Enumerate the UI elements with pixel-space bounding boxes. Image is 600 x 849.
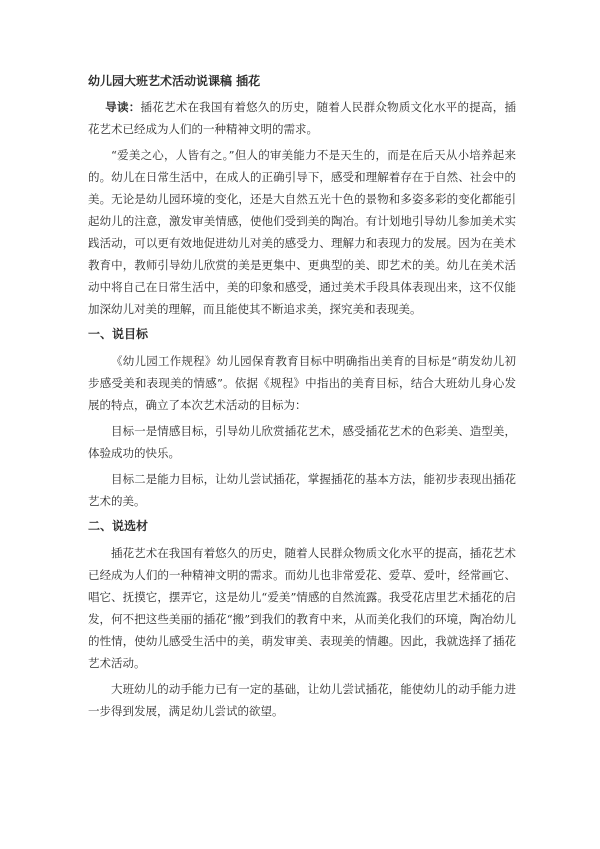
intro-text: 插花艺术在我国有着悠久的历史，随着人民群众物质文化水平的提高，插花艺术已经成为人们的一种精神文明的需求。 xyxy=(88,100,517,136)
section-heading-materials: 二、说选材 xyxy=(88,519,149,533)
paragraph-goal-two: 目标二是能力目标，让幼儿尝试插花，掌握插花的基本方法，能初步表现出插花艺术的美。 xyxy=(88,472,516,508)
paragraph-materials-1: 插花艺术在我国有着悠久的历史，随着人民群众物质文化水平的提高，插花艺术已经成为人们的一种精神文明的需求。而幼儿也非常爱花、爱草、爱叶，经常画它、唱它、抚摸它，摆弄它，这是幼儿“爱美”情感的自然流露。我受花店里艺术插花的启发，何不把这些美丽的插花“搬”到我们的教育中来，从而美化我们的环境，陶冶幼儿的性情，使幼儿感受生活中的美，萌发审美、表现美的情趣。因此，我就选择了插花艺术活动。 xyxy=(88,546,516,670)
intro-label: 导读： xyxy=(105,100,141,114)
intro-paragraph xyxy=(88,96,516,140)
paragraph-materials-2: 大班幼儿的动手能力已有一定的基础，让幼儿尝试插花，能使幼儿的动手能力进一步得到发展，满足幼儿尝试的欲望。 xyxy=(88,682,516,718)
paragraph-aesthetic: “爱美之心，人皆有之。”但人的审美能力不是天生的，而是在后天从小培养起来的。幼儿在日常生活中，在成人的正确引导下，感受和理解着存在于自然、社会中的美。无论是幼儿园环境的变化，还是大自然五光十色的景物和多姿多彩的变化都能引起幼儿的注意，激发审美情感，使他们受到美的陶冶。有计划地引导幼儿参加美术实践活动，可以更有效地促进幼儿对美的感受力、理解力和表现力的发展。因为在美术教育中，教师引导幼儿欣赏的美是更集中、更典型的美、即艺术的美。幼儿在美术活动中将自己在日常生活中，美的印象和感受，通过美术手段具体表现出来，这不仅能加深幼儿对美的理解，而且能使其不断追求美，探究美和表现美。 xyxy=(88,148,516,316)
paragraph-goals-intro: 《幼儿园工作规程》幼儿园保育教育目标中明确指出美育的目标是“萌发幼儿初步感受美和表现美的情感”。依据《规程》中指出的美育目标，结合大班幼儿身心发展的特点，确立了本次艺术活动的目标为： xyxy=(88,354,516,412)
document-title: 幼儿园大班艺术活动说课稿 插花 xyxy=(88,74,261,88)
section-heading-goals: 一、说目标 xyxy=(88,327,149,341)
paragraph-goal-one: 目标一是情感目标，引导幼儿欣赏插花艺术，感受插花艺术的色彩美、造型美，体验成功的快乐。 xyxy=(88,424,516,460)
